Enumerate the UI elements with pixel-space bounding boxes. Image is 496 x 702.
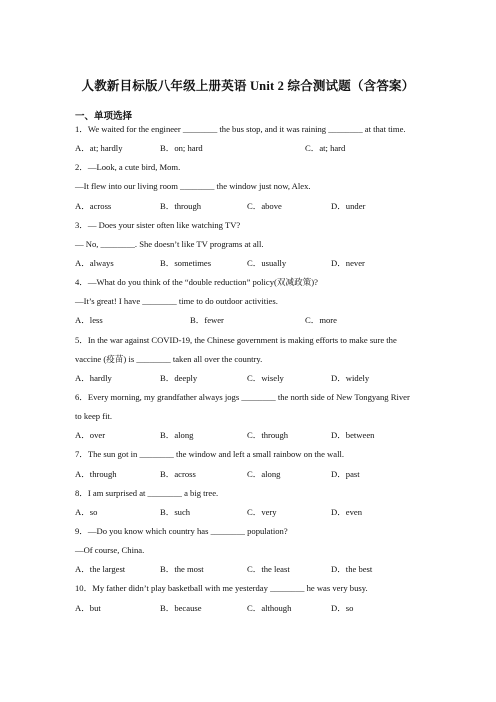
question [75,488,427,518]
answer-option: A．hardly [75,372,112,383]
answer-options [75,258,427,269]
question-stem: 3．— Does your sister often like watching TV? [75,219,241,230]
answer-option: D．widely [331,372,370,383]
answer-option: B．through [160,200,202,211]
question [75,583,427,613]
question-line: —It flew into our living room ________ the window just now, Alex. [75,181,311,192]
question-stem: 6．Every morning, my grandfather always jogs ________ the north side of New Tongyang River [75,391,410,402]
answer-option: C．although [247,602,292,613]
answer-option: B．such [160,506,191,517]
answer-option: C．along [247,468,281,479]
answer-option: B．sometimes [160,257,212,268]
answer-options [75,201,427,212]
answer-option: B．because [160,602,202,613]
answer-options [75,507,427,518]
answer-option: A．less [75,315,103,326]
answer-option: A．across [75,200,112,211]
answer-option: A．the largest [75,564,126,575]
answer-option: B．along [160,430,194,441]
question-line: —It’s great! I have ________ time to do outdoor activities. [75,296,278,307]
question [75,526,427,575]
section-heading: 一、单项选择 [75,112,133,122]
question-stem: 8．I am surprised at ________ a big tree. [75,487,219,498]
answer-options [75,315,427,326]
page-title: 人教新目标版八年级上册英语 Unit 2 综合测试题（含答案） [81,79,415,93]
answer-option: D．so [331,602,354,613]
answer-option: D．under [331,200,366,211]
answer-option: D．even [331,506,363,517]
answer-option: A．through [75,468,117,479]
question [75,124,427,154]
answer-option: D．never [331,257,365,268]
question-stem: 1．We waited for the engineer ________ the bus stop, and it was raining ________ at that time. [75,124,406,134]
answer-options [75,564,427,575]
question-stem: 10．My father didn’t play basketball with me yesterday ________ he was very busy. [75,583,368,594]
answer-option: D．between [331,430,375,441]
answer-options [75,430,427,441]
question-stem: 2．—Look, a cute bird, Mom. [75,162,181,173]
question-line: vaccine (疫苗) is ________ taken all over the country. [75,353,263,364]
answer-option: B．across [160,468,196,479]
question [75,335,427,384]
answer-option: A．always [75,257,114,268]
question-line: to keep fit. [75,411,112,422]
answer-option: A．but [75,602,101,613]
answer-option: C．above [247,200,282,211]
answer-option: A．over [75,430,106,441]
answer-option: C．the least [247,564,290,575]
answer-option: B．fewer [190,315,224,326]
answer-option: C．usually [247,257,287,268]
answer-option: C．very [247,506,277,517]
answer-option: B．the most [160,564,204,575]
question-stem: 4．—What do you think of the “double reduction” policy(双减政策)? [75,277,318,288]
question-line: — No, ________. She doesn’t like TV programs at all. [75,238,264,249]
question-stem: 9．—Do you know which country has ________ population? [75,525,288,536]
question [75,392,427,441]
answer-options [75,603,427,614]
question-list [75,124,427,622]
answer-option: B．deeply [160,372,198,383]
answer-option: C．through [247,430,289,441]
question [75,277,427,326]
question-stem: 7．The sun got in ________ the window and left a small rainbow on the wall. [75,449,344,460]
answer-options [75,469,427,480]
answer-option: B．on; hard [160,143,203,154]
answer-option: D．the best [331,564,373,575]
question-stem: 5．In the war against COVID-19, the Chinese government is making efforts to make sure the [75,334,397,345]
answer-options [75,373,427,384]
answer-options [75,143,427,154]
answer-option: D．past [331,468,360,479]
question [75,449,427,479]
question-line: —Of course, China. [75,545,145,556]
answer-option: C．at; hard [305,143,346,154]
answer-option: C．wisely [247,372,284,383]
answer-option: C．more [305,315,337,326]
question [75,220,427,269]
question [75,162,427,211]
answer-option: A．so [75,506,98,517]
answer-option: A．at; hardly [75,143,123,154]
